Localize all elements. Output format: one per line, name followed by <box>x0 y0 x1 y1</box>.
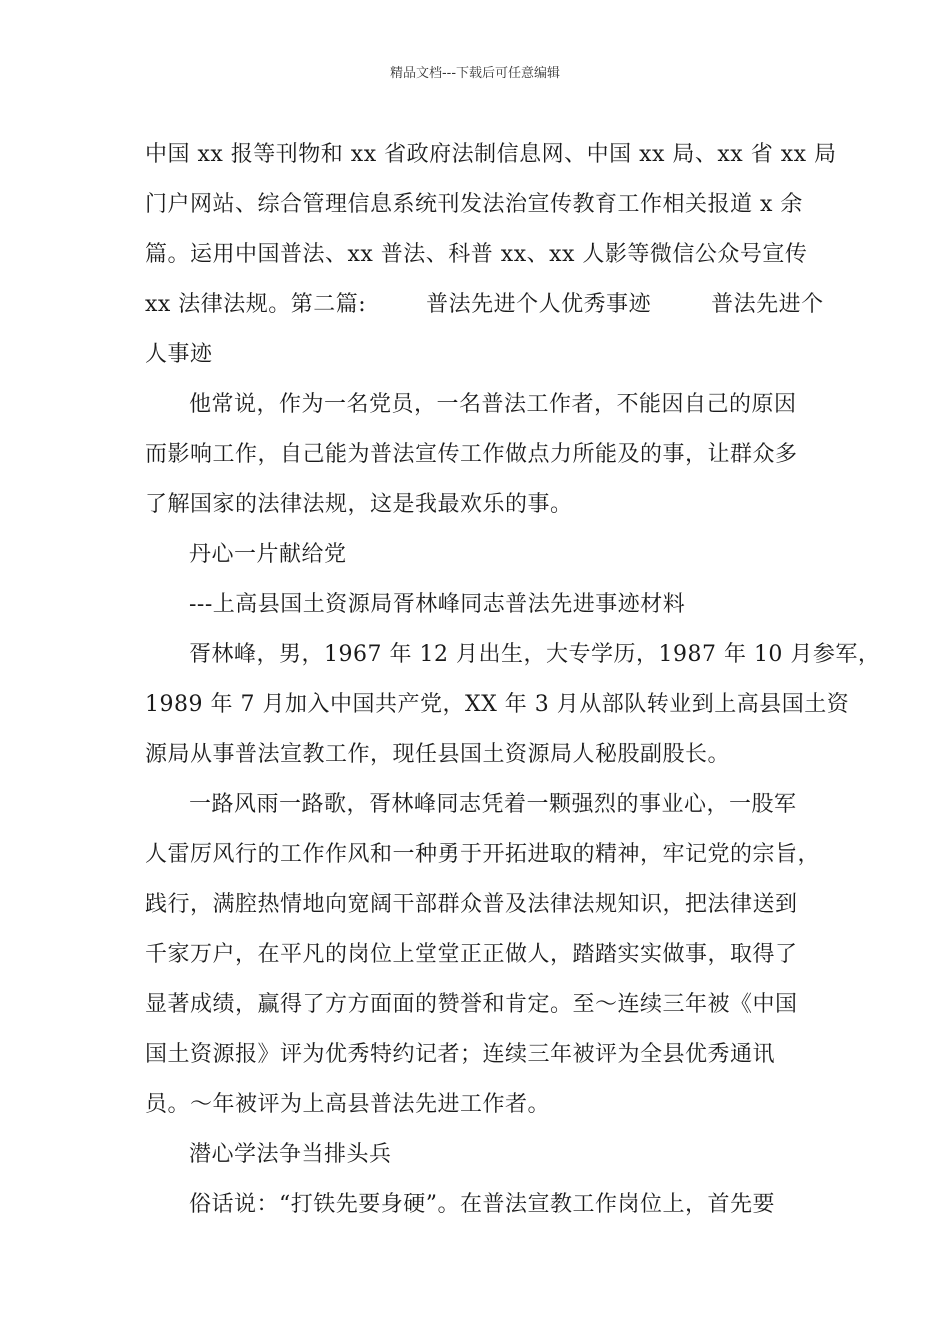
text-line: xx 法律法规。第二篇: 普法先进个人优秀事迹 普法先进个 <box>145 292 824 317</box>
text-line: 篇。运用中国普法、xx 普法、科普 xx、xx 人影等微信公众号宣传 <box>145 242 808 267</box>
text-line: 人雷厉风行的工作作风和一种勇于开拓进取的精神，牢记党的宗旨， <box>145 842 821 867</box>
text-line: 国土资源报》评为优秀特约记者；连续三年被评为全县优秀通讯 <box>145 1042 776 1067</box>
text-line: 中国 xx 报等刊物和 xx 省政府法制信息网、中国 xx 局、xx 省 xx 局 <box>145 142 837 167</box>
text-line: 千家万户，在平凡的岗位上堂堂正正做人，踏踏实实做事，取得了 <box>145 942 798 967</box>
section-heading: 丹心一片献给党 <box>189 542 347 567</box>
paragraph-start-line: 一路风雨一路歌，胥林峰同志凭着一颗强烈的事业心，一股军 <box>189 792 797 817</box>
text-line: 人事迹 <box>145 342 213 367</box>
text-line: 践行，满腔热情地向宽阔干部群众普及法律法规知识，把法律送到 <box>145 892 798 917</box>
text-line: 1989 年 7 月加入中国共产党，XX 年 3 月从部队转业到上高县国土资 <box>145 692 850 717</box>
text-line: 源局从事普法宣教工作，现任县国土资源局人秘股副股长。 <box>145 742 731 767</box>
text-line: 显著成绩，赢得了方方面面的赞誉和肯定。至～连续三年被《中国 <box>145 992 798 1017</box>
paragraph-start-line: 胥林峰，男，1967 年 12 月出生，大专学历，1987 年 10 月参军， <box>189 642 881 667</box>
text-line: 了解国家的法律法规，这是我最欢乐的事。 <box>145 492 573 517</box>
paragraph-start-line: 他常说，作为一名党员，一名普法工作者，不能因自己的原因 <box>189 392 797 417</box>
section-subtitle: ---上高县国土资源局胥林峰同志普法先进事迹材料 <box>189 592 686 617</box>
page-header: 精品文档---下载后可任意编辑 <box>389 66 561 81</box>
text-line: 而影响工作，自己能为普法宣传工作做点力所能及的事，让群众多 <box>145 442 798 467</box>
document-body <box>145 130 881 1230</box>
text-line: 员。～年被评为上高县普法先进工作者。 <box>145 1092 551 1117</box>
text-line: 门户网站、综合管理信息系统刊发法治宣传教育工作相关报道 x 余 <box>145 192 803 217</box>
paragraph-start-line: 俗话说：“打铁先要身硬”。在普法宣教工作岗位上，首先要 <box>189 1192 775 1217</box>
section-heading: 潜心学法争当排头兵 <box>189 1142 392 1167</box>
